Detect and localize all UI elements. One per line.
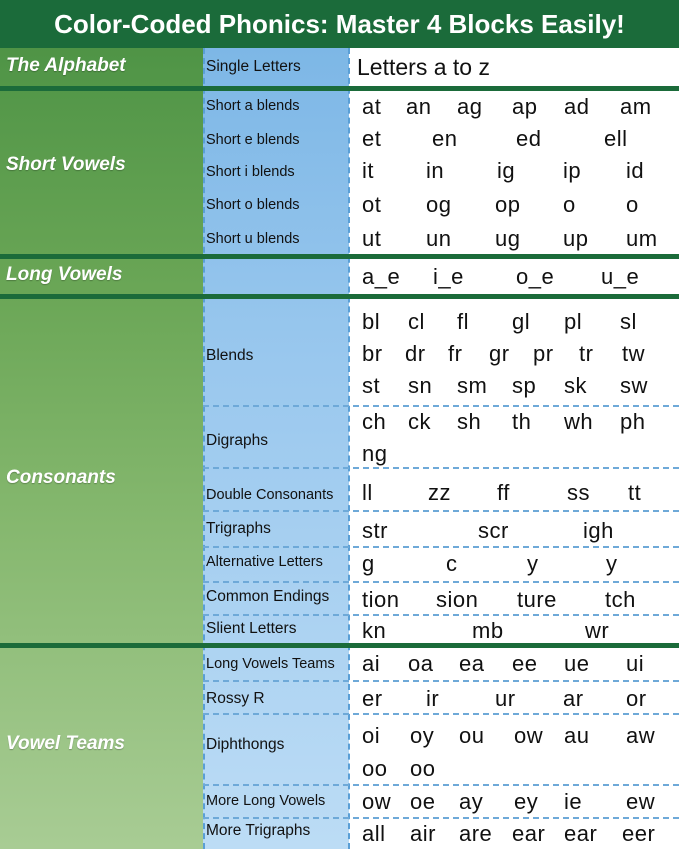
phonics-item: sw [620, 373, 648, 398]
phonics-item: ear [564, 821, 598, 846]
subcategory-label: Blends [206, 347, 254, 364]
subcategory-label: Digraphs [206, 432, 269, 449]
phonics-item: ir [426, 686, 440, 711]
phonics-item: ai [362, 651, 381, 676]
phonics-item: tch [605, 587, 636, 612]
category-label: Long Vowels [6, 264, 123, 285]
phonics-item: ear [512, 821, 546, 846]
phonics-item: an [406, 94, 432, 119]
phonics-item: gr [489, 341, 510, 366]
row-separator [203, 581, 679, 583]
phonics-item: cl [408, 309, 425, 334]
phonics-item: at [362, 94, 382, 119]
section-separator [0, 294, 679, 299]
phonics-item: dr [405, 341, 426, 366]
phonics-item: pl [564, 309, 583, 334]
phonics-item: oo [362, 756, 388, 781]
phonics-item: are [459, 821, 493, 846]
subcategory-label: Short a blends [206, 98, 300, 114]
row-separator [203, 817, 679, 819]
subcategory-label: Diphthongs [206, 736, 285, 753]
phonics-item: oi [362, 723, 381, 748]
phonics-item: ue [564, 651, 590, 676]
phonics-item: ng [362, 441, 388, 466]
phonics-item: o_e [516, 264, 555, 289]
subcategory-label: Short u blends [206, 231, 300, 247]
phonics-item: o [626, 192, 639, 217]
column-divider [203, 48, 205, 849]
column-divider [348, 48, 350, 849]
phonics-item: fl [457, 309, 469, 334]
phonics-item: sm [457, 373, 488, 398]
phonics-item: ow [362, 789, 392, 814]
row-separator [203, 467, 679, 469]
category-label: Short Vowels [6, 154, 126, 175]
phonics-item: tt [628, 480, 642, 505]
phonics-item: air [410, 821, 436, 846]
phonics-item: ss [567, 480, 590, 505]
phonics-item: mb [472, 618, 504, 643]
section-separator [0, 643, 679, 648]
section-separator [0, 86, 679, 91]
phonics-item: ur [495, 686, 516, 711]
phonics-item: g [362, 551, 375, 576]
phonics-item: wh [564, 409, 594, 434]
row-separator [203, 713, 679, 715]
subcategory-label: Common Endings [206, 588, 330, 605]
phonics-item: pr [533, 341, 554, 366]
phonics-item: all [362, 821, 386, 846]
phonics-item: it [362, 158, 374, 183]
phonics-item: sn [408, 373, 433, 398]
phonics-item: ug [495, 226, 521, 251]
phonics-item: sl [620, 309, 637, 334]
phonics-item: wr [585, 618, 610, 643]
phonics-item: gl [512, 309, 531, 334]
phonics-item: ut [362, 226, 382, 251]
section-separator [0, 254, 679, 259]
subcategory-label: Single Letters [206, 58, 301, 75]
phonics-item: oy [410, 723, 435, 748]
phonics-item: aw [626, 723, 656, 748]
phonics-item: ap [512, 94, 538, 119]
subcategory-label: More Trigraphs [206, 822, 311, 839]
page-header [0, 0, 679, 48]
subcategory-label: Slient Letters [206, 620, 297, 637]
subcategory-label: Trigraphs [206, 520, 271, 537]
row-separator [203, 614, 679, 616]
alphabet-text: Letters a to z [357, 54, 490, 80]
phonics-item: o [563, 192, 576, 217]
phonics-item: ou [459, 723, 485, 748]
phonics-item: et [362, 126, 382, 151]
phonics-item: ad [564, 94, 590, 119]
phonics-item: ig [497, 158, 516, 183]
phonics-item: ui [626, 651, 645, 676]
phonics-item: ew [626, 789, 656, 814]
row-separator [203, 546, 679, 548]
phonics-item: fr [448, 341, 463, 366]
phonics-item: a_e [362, 264, 401, 289]
phonics-item: oe [410, 789, 436, 814]
subcategory-label: Rossy R [206, 690, 265, 707]
phonics-item: in [426, 158, 445, 183]
phonics-item: ea [459, 651, 485, 676]
category-label: Consonants [6, 467, 116, 488]
page-title: Color-Coded Phonics: Master 4 Blocks Easily! [54, 8, 625, 39]
phonics-item: ll [362, 480, 373, 505]
phonics-item: str [362, 518, 388, 543]
row-separator [203, 680, 679, 682]
subcategory-label: Short o blends [206, 197, 300, 213]
phonics-item: st [362, 373, 381, 398]
phonics-item: ture [517, 587, 557, 612]
phonics-item: or [626, 686, 647, 711]
phonics-item: sh [457, 409, 482, 434]
phonics-item: sp [512, 373, 537, 398]
row-separator [203, 510, 679, 512]
phonics-item: igh [583, 518, 614, 543]
phonics-item: um [626, 226, 658, 251]
phonics-item: au [564, 723, 590, 748]
phonics-item: br [362, 341, 383, 366]
phonics-item: ow [514, 723, 544, 748]
phonics-item: ot [362, 192, 382, 217]
phonics-item: ed [516, 126, 542, 151]
phonics-item: en [432, 126, 458, 151]
phonics-item: un [426, 226, 452, 251]
phonics-item: tion [362, 587, 400, 612]
phonics-item: ee [512, 651, 538, 676]
phonics-item: oa [408, 651, 434, 676]
phonics-item: tr [579, 341, 594, 366]
subcategory-label: Alternative Letters [206, 554, 323, 570]
row-separator [203, 784, 679, 786]
subcategory-label: Double Consonants [206, 487, 334, 503]
phonics-item: u_e [601, 264, 640, 289]
subcategory-label: Short i blends [206, 164, 295, 180]
subcategory-label: Short e blends [206, 132, 300, 148]
phonics-item: zz [428, 480, 451, 505]
phonics-item: scr [478, 518, 509, 543]
phonics-item: id [626, 158, 645, 183]
phonics-item: i_e [433, 264, 464, 289]
phonics-item: sion [436, 587, 479, 612]
phonics-item: ip [563, 158, 582, 183]
row-separator [203, 405, 679, 407]
phonics-item: ell [604, 126, 628, 151]
subcategory-label: Long Vowels Teams [206, 656, 335, 672]
phonics-item: op [495, 192, 521, 217]
phonics-item: ff [497, 480, 510, 505]
phonics-item: oo [410, 756, 436, 781]
category-label: Vowel Teams [6, 733, 125, 754]
phonics-item: ay [459, 789, 484, 814]
category-label: The Alphabet [6, 55, 126, 76]
phonics-item: c [446, 551, 458, 576]
phonics-item: ck [408, 409, 431, 434]
phonics-item: ey [514, 789, 539, 814]
phonics-item: sk [564, 373, 587, 398]
phonics-item: am [620, 94, 652, 119]
phonics-item: er [362, 686, 383, 711]
phonics-item: y [527, 551, 539, 576]
subcategory-label: More Long Vowels [206, 793, 326, 809]
phonics-item: ph [620, 409, 646, 434]
phonics-item: up [563, 226, 589, 251]
phonics-item: ch [362, 409, 387, 434]
phonics-item: y [606, 551, 618, 576]
phonics-item: kn [362, 618, 387, 643]
phonics-item: og [426, 192, 452, 217]
phonics-item: ag [457, 94, 483, 119]
phonics-item: tw [622, 341, 645, 366]
phonics-item: th [512, 409, 532, 434]
phonics-item: ar [563, 686, 584, 711]
phonics-item: bl [362, 309, 381, 334]
phonics-item: eer [622, 821, 656, 846]
phonics-item: ie [564, 789, 583, 814]
